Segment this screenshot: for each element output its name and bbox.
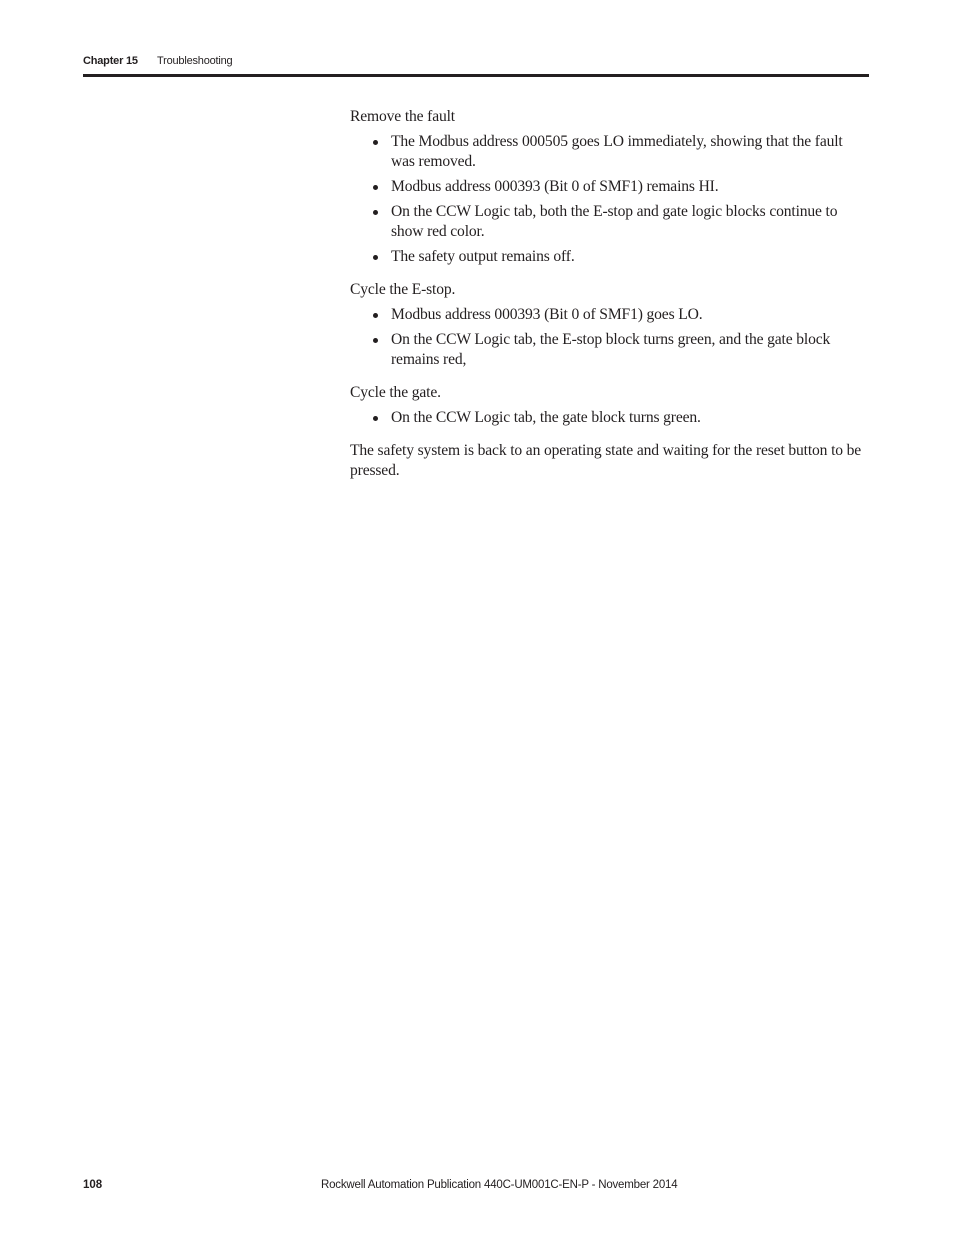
chapter-label: Chapter 15 [83, 55, 138, 67]
bullet-icon [373, 255, 378, 260]
main-content [350, 107, 868, 481]
header-rule [83, 74, 869, 77]
list-item [391, 202, 868, 242]
list-item-text: On the CCW Logic tab, the gate block turns green. [391, 409, 701, 426]
list-item [391, 132, 868, 172]
bullet-list [350, 305, 868, 370]
list-item-text: Modbus address 000393 (Bit 0 of SMF1) goes LO. [391, 306, 703, 323]
list-item [391, 305, 868, 325]
bullet-icon [373, 210, 378, 215]
step-heading: Remove the fault [350, 108, 455, 125]
bullet-icon [373, 338, 378, 343]
step-heading: Cycle the E-stop. [350, 281, 456, 298]
page-footer [83, 1176, 868, 1194]
publication-info: Rockwell Automation Publication 440C-UM001C-EN-P - November 2014 [321, 1179, 678, 1191]
list-item-text: On the CCW Logic tab, both the E-stop and gate logic blocks continue to show red color. [391, 203, 838, 240]
list-item [391, 177, 868, 197]
list-item-text: On the CCW Logic tab, the E-stop block turns green, and the gate block remains red, [391, 331, 831, 368]
list-item-text: Modbus address 000393 (Bit 0 of SMF1) remains HI. [391, 178, 719, 195]
bullet-icon [373, 416, 378, 421]
closing-paragraph: The safety system is back to an operating state and waiting for the reset button to be pressed. [350, 442, 862, 479]
list-item-text: The safety output remains off. [391, 248, 575, 265]
list-item [391, 330, 868, 370]
bullet-icon [373, 185, 378, 190]
list-item [391, 247, 868, 267]
bullet-list [350, 408, 868, 428]
page-header [83, 53, 868, 69]
section-title: Troubleshooting [157, 55, 233, 67]
page-number: 108 [83, 1179, 103, 1191]
list-item [391, 408, 868, 428]
bullet-icon [373, 313, 378, 318]
bullet-list [350, 132, 868, 267]
list-item-text: The Modbus address 000505 goes LO immediately, showing that the fault was removed. [391, 133, 843, 170]
step-heading: Cycle the gate. [350, 384, 441, 401]
bullet-icon [373, 140, 378, 145]
